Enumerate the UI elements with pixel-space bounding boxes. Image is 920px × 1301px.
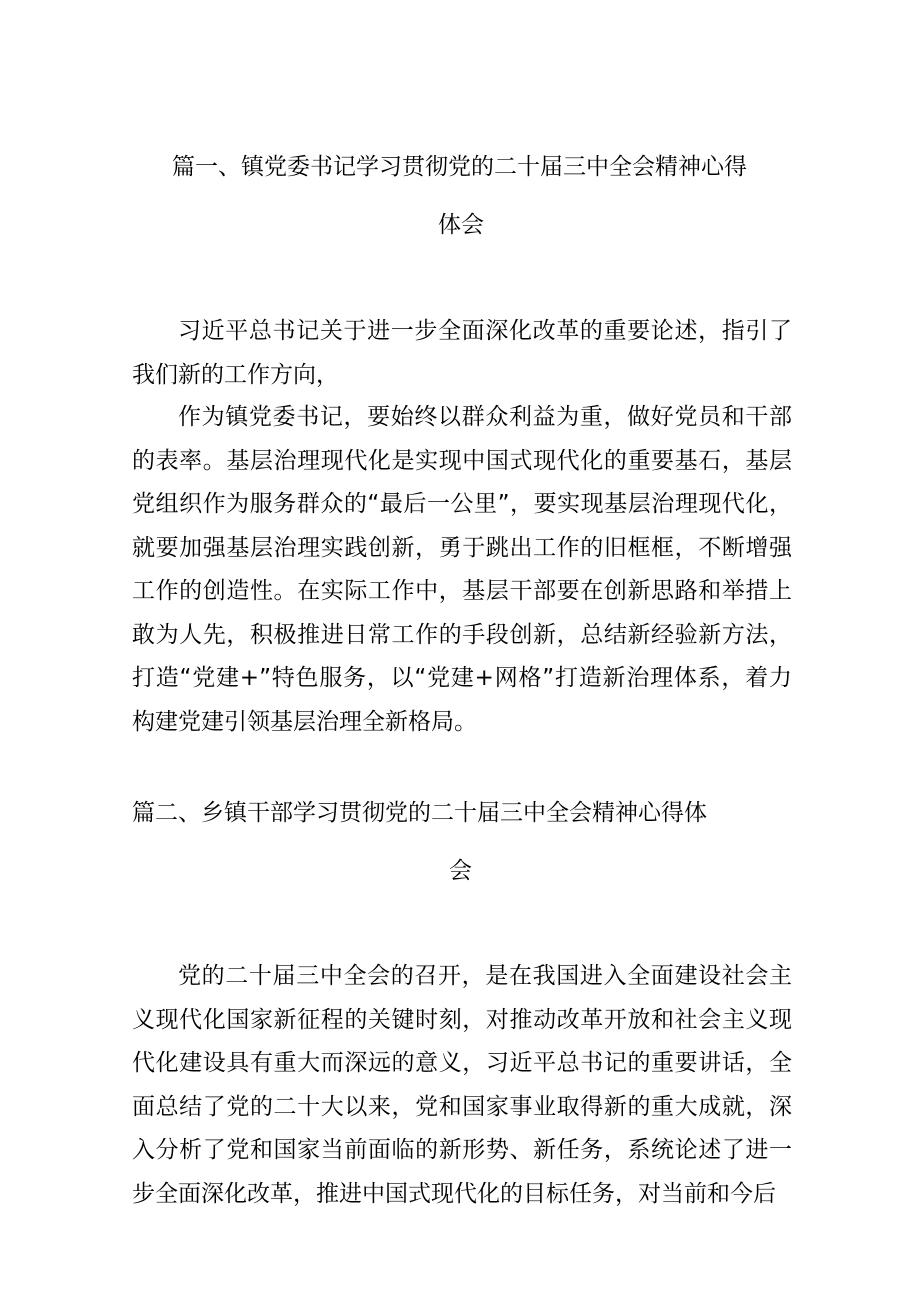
section2-paragraph-1: 党的二十届三中全会的召开，是在我国进入全面建设社会主义现代化国家新征程的关键时刻，对推动改革开放和社会主义现代化建设具有重大而深远的意义，习近平总书记的重要讲话，全面总结了党的二十大以来，党和国家事业取得新的重大成就，深入分析了党和国家当前面临的新形势、新任务，系统论述了进一步全面深化改革，推进中国式现代化的目标任务，对当前和今后 (132, 963, 792, 1207)
section1-paragraph-1: 习近平总书记关于进一步全面深化改革的重要论述，指引了我们新的工作方向， (132, 318, 792, 388)
section2-title-line2: 会 (449, 858, 472, 884)
section2-title-line1: 篇二、乡镇干部学习贯彻党的二十届三中全会精神心得体 (132, 800, 707, 826)
section1-title-line2: 体会 (438, 212, 484, 238)
section1-title-line1: 篇一、镇党委书记学习贯彻党的二十届三中全会精神心得 (172, 154, 747, 180)
section1-paragraph-2: 作为镇党委书记，要始终以群众利益为重，做好党员和干部的表率。基层治理现代化是实现中国式现代化的重要基石，基层党组织作为服务群众的“最后一公里”，要实现基层治理现代化，就要加强基层治理实践创新，勇于跳出工作的旧框框，不断增强工作的创造性。在实际工作中，基层干部要在创新思路和举措上敢为人先，积极推进日常工作的手段创新，总结新经验新方法，打造“党建+”特色服务，以“党建+网格”打造新治理体系，着力构建党建引领基层治理全新格局。 (132, 404, 792, 735)
